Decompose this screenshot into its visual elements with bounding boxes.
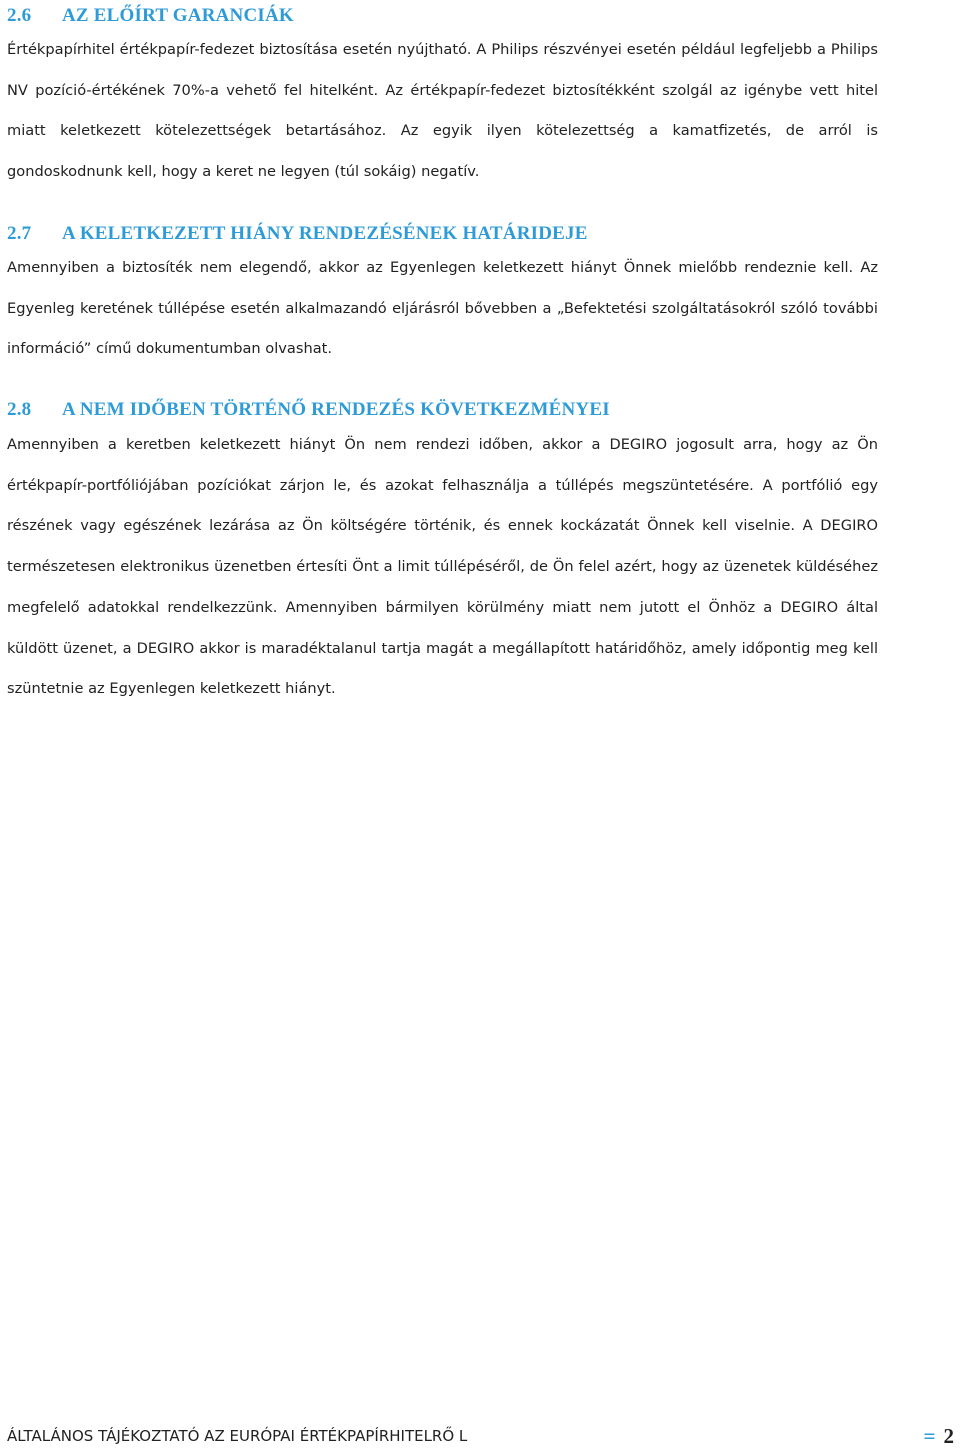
page-number-value: 2 bbox=[943, 1424, 954, 1448]
section-title: AZ ELŐÍRT GARANCIÁK bbox=[62, 5, 294, 26]
section-number: 2.8 bbox=[7, 399, 32, 420]
section-heading-2-6 bbox=[7, 5, 294, 27]
section-title: A KELETKEZETT HIÁNY RENDEZÉSÉNEK HATÁRIDEJE bbox=[62, 223, 588, 244]
page-number-symbol: = bbox=[923, 1424, 936, 1448]
section-title: A NEM IDŐBEN TÖRTÉNŐ RENDEZÉS KÖVETKEZMÉNYEI bbox=[62, 399, 610, 420]
section-heading-2-8 bbox=[7, 399, 610, 421]
section-body-2-8: Amennyiben a keretben keletkezett hiányt Ön nem rendezi időben, akkor a DEGIRO jogosult arra, hogy az Ön értékpapír-portfóliójában pozíciókat zárjon le, és azokat felhasználja a túllépés megszüntetésére. A portfólió egy részének vagy egészének lezárása az Ön költségére történik, és ennek kockázatát Önnek kell viselnie. A DEGIRO természetesen elektronikus üzenetben értesíti Önt a limit túllépéséről, de Ön felel azért, hogy az üzenetek küldéséhez megfelelő adatokkal rendelkezzünk. Amennyiben bármilyen körülmény miatt nem jutott el Önhöz a DEGIRO által küldött üzenet, a DEGIRO akkor is maradéktalanul tartja magát a megállapított határidőhöz, amely időpontig meg kell szüntetnie az Egyenlegen keletkezett hiányt. bbox=[7, 436, 878, 698]
section-body-2-6: Értékpapírhitel értékpapír-fedezet biztosítása esetén nyújtható. A Philips részvényei esetén például legfeljebb a Philips NV pozíció-értékének 70%-a vehető fel hitelként. Az értékpapír-fedezet biztosítékként szolgál az igénybe vett hitel miatt keletkezett kötelezettségek betartásához. Az egyik ilyen kötelezettség a kamatfizetés, de arról is gondoskodnunk kell, hogy a keret ne legyen (túl sokáig) negatív. bbox=[7, 41, 878, 181]
section-body-2-7: Amennyiben a biztosíték nem elegendő, akkor az Egyenlegen keletkezett hiányt Önnek mielőbb rendeznie kell. Az Egyenleg keretének túllépése esetén alkalmazandó eljárásról bővebben a „Befektetési szolgáltatásokról szóló további információ” című dokumentumban olvashat. bbox=[7, 259, 878, 358]
page-number bbox=[924, 1424, 954, 1449]
section-number: 2.6 bbox=[7, 5, 32, 26]
section-heading-2-7 bbox=[7, 223, 588, 245]
section-number: 2.7 bbox=[7, 223, 32, 244]
footer-title: ÁLTALÁNOS TÁJÉKOZTATÓ AZ EURÓPAI ÉRTÉKPAPÍRHITELRŐ L bbox=[7, 1427, 468, 1445]
